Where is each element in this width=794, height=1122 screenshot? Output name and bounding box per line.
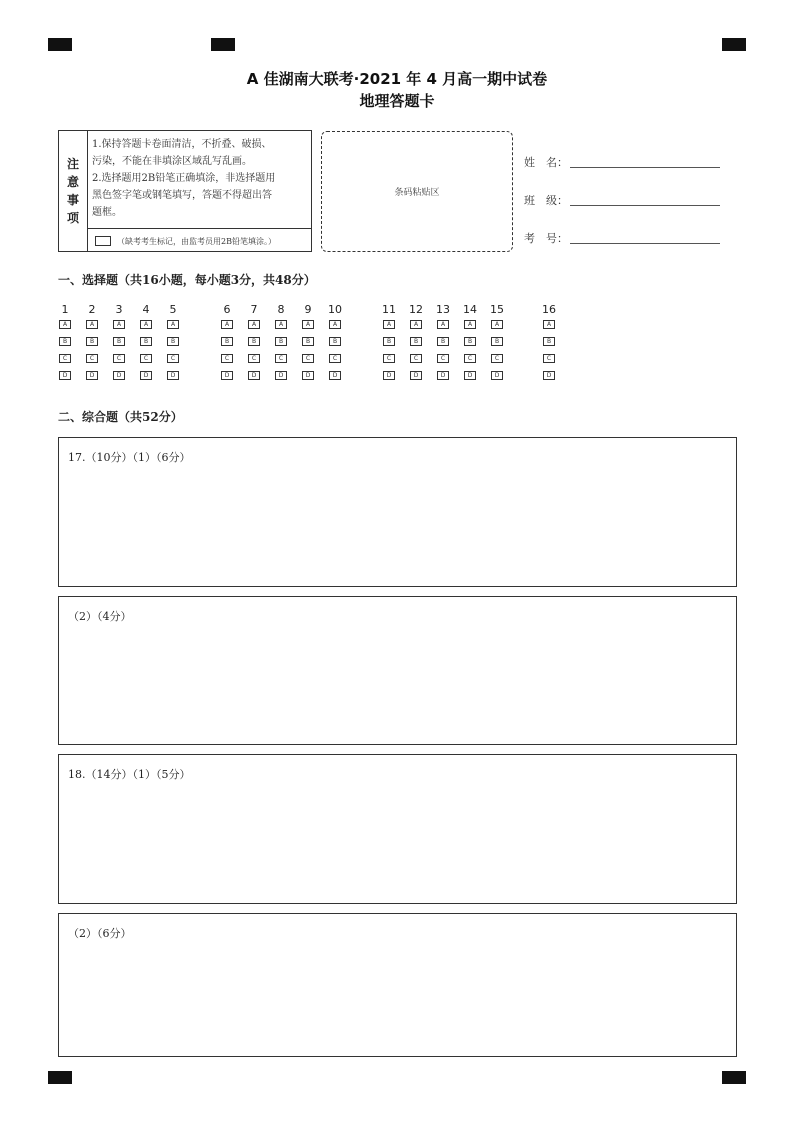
bubble-q14-b[interactable]: B [464,337,476,346]
notice-label-char: 意 [66,175,79,189]
exam-number-line[interactable] [570,243,720,244]
answer-box-label: 18.（14分）（1）（5分） [68,768,191,781]
answer-box-18-2[interactable] [58,913,737,1057]
bubble-q15-a[interactable]: A [491,320,503,329]
bubble-q15-c[interactable]: C [491,354,503,363]
notice-label-char: 项 [66,211,79,225]
answer-box-label: 17.（10分）（1）（6分） [68,451,191,464]
exam-title: A 佳湖南大联考·2021 年 4 月高一期中试卷 [246,70,548,88]
name-label: 姓 名： [524,156,568,169]
question-number-10: 10 [328,303,342,316]
bubble-q11-d[interactable]: D [383,371,395,380]
bubble-q4-a[interactable]: A [140,320,152,329]
bubble-q7-a[interactable]: A [248,320,260,329]
bubble-q10-a[interactable]: A [329,320,341,329]
question-number-12: 12 [409,303,423,316]
bubble-q5-a[interactable]: A [167,320,179,329]
bubble-q11-c[interactable]: C [383,354,395,363]
question-number-9: 9 [304,303,312,316]
bubble-q6-d[interactable]: D [221,371,233,380]
notice-line: 1.保持答题卡卷面清洁，不折叠、破损、 [92,139,272,150]
bubble-q16-d[interactable]: D [543,371,555,380]
absent-mark-box[interactable] [95,236,111,246]
question-number-2: 2 [88,303,96,316]
bubble-q9-a[interactable]: A [302,320,314,329]
bubble-q7-d[interactable]: D [248,371,260,380]
bubble-q10-d[interactable]: D [329,371,341,380]
registration-mark-top-left [48,38,72,51]
class-field[interactable] [524,192,568,208]
bubble-q8-c[interactable]: C [275,354,287,363]
bubble-q10-c[interactable]: C [329,354,341,363]
bubble-q10-b[interactable]: B [329,337,341,346]
bubble-q1-a[interactable]: A [59,320,71,329]
bubble-q15-b[interactable]: B [491,337,503,346]
notice-line: 黑色签字笔或钢笔填写，答题不得超出答 [92,190,272,201]
question-number-14: 14 [463,303,477,316]
bubble-q2-d[interactable]: D [86,371,98,380]
answer-box-17-1[interactable] [58,437,737,587]
bubble-q8-b[interactable]: B [275,337,287,346]
bubble-q12-d[interactable]: D [410,371,422,380]
bubble-q3-b[interactable]: B [113,337,125,346]
registration-mark-top-right [722,38,746,51]
bubble-q2-c[interactable]: C [86,354,98,363]
answer-sheet-title: 地理答题卡 [359,92,435,110]
bubble-q9-c[interactable]: C [302,354,314,363]
question-number-16: 16 [542,303,556,316]
bubble-q1-c[interactable]: C [59,354,71,363]
name-line[interactable] [570,167,720,168]
notice-text [92,136,306,221]
section-choice-title: 一、选择题（共16小题，每小题3分，共48分） [58,273,316,287]
bubble-q13-b[interactable]: B [437,337,449,346]
notice-label-char: 注 [66,157,79,171]
bubble-q11-b[interactable]: B [383,337,395,346]
question-number-8: 8 [277,303,285,316]
bubble-q15-d[interactable]: D [491,371,503,380]
bubble-q1-b[interactable]: B [59,337,71,346]
bubble-q3-d[interactable]: D [113,371,125,380]
bubble-q8-a[interactable]: A [275,320,287,329]
notice-line: 2.选择题用2B铅笔正确填涂，非选择题用 [92,173,276,184]
bubble-q13-a[interactable]: A [437,320,449,329]
bubble-q4-c[interactable]: C [140,354,152,363]
question-number-3: 3 [115,303,123,316]
question-number-4: 4 [142,303,150,316]
bubble-q13-c[interactable]: C [437,354,449,363]
question-number-6: 6 [223,303,231,316]
exam-number-field[interactable] [524,230,568,246]
bubble-q4-b[interactable]: B [140,337,152,346]
name-field[interactable] [524,154,568,170]
registration-mark-bottom-right [722,1071,746,1084]
bubble-q5-c[interactable]: C [167,354,179,363]
bubble-q7-b[interactable]: B [248,337,260,346]
bubble-q16-b[interactable]: B [543,337,555,346]
question-number-5: 5 [169,303,177,316]
bubble-q14-a[interactable]: A [464,320,476,329]
question-number-13: 13 [436,303,450,316]
bubble-q8-d[interactable]: D [275,371,287,380]
bubble-q6-c[interactable]: C [221,354,233,363]
section-comprehensive-title: 二、综合题（共52分） [58,410,183,424]
bubble-q5-b[interactable]: B [167,337,179,346]
bubble-q5-d[interactable]: D [167,371,179,380]
class-label: 班 级： [524,194,568,207]
answer-box-17-2[interactable] [58,596,737,745]
bubble-q6-b[interactable]: B [221,337,233,346]
bubble-q4-d[interactable]: D [140,371,152,380]
registration-mark-bottom-left [48,1071,72,1084]
bubble-q12-c[interactable]: C [410,354,422,363]
bubble-q2-b[interactable]: B [86,337,98,346]
notice-line: 题框。 [92,207,122,218]
registration-mark-top-center [211,38,235,51]
barcode-area [321,131,513,252]
exam-number-label: 考 号： [524,232,568,245]
class-line[interactable] [570,205,720,206]
question-number-15: 15 [490,303,504,316]
bubble-q12-b[interactable]: B [410,337,422,346]
notice-line: 污染，不能在非填涂区域乱写乱画。 [92,156,252,167]
bubble-q16-a[interactable]: A [543,320,555,329]
bubble-q2-a[interactable]: A [86,320,98,329]
bubble-q12-a[interactable]: A [410,320,422,329]
bubble-q11-a[interactable]: A [383,320,395,329]
notice-box [58,130,312,252]
answer-box-label: （2）（6分） [68,927,132,940]
bubble-q7-c[interactable]: C [248,354,260,363]
bubble-q9-d[interactable]: D [302,371,314,380]
notice-label [59,131,88,251]
bubble-q3-c[interactable]: C [113,354,125,363]
bubble-q1-d[interactable]: D [59,371,71,380]
bubble-q6-a[interactable]: A [221,320,233,329]
answer-box-18-1[interactable] [58,754,737,904]
answer-box-label: （2）（4分） [68,610,132,623]
absent-mark-row [87,228,312,253]
question-number-1: 1 [61,303,69,316]
bubble-q9-b[interactable]: B [302,337,314,346]
bubble-q14-c[interactable]: C [464,354,476,363]
barcode-label: 条码粘贴区 [394,188,440,198]
bubble-q13-d[interactable]: D [437,371,449,380]
notice-label-char: 事 [66,193,79,207]
bubble-q3-a[interactable]: A [113,320,125,329]
bubble-q16-c[interactable]: C [543,354,555,363]
bubble-q14-d[interactable]: D [464,371,476,380]
absent-mark-note: （缺考考生标记，由监考员用2B铅笔填涂。） [117,236,276,246]
question-number-11: 11 [382,303,396,316]
question-number-7: 7 [250,303,258,316]
